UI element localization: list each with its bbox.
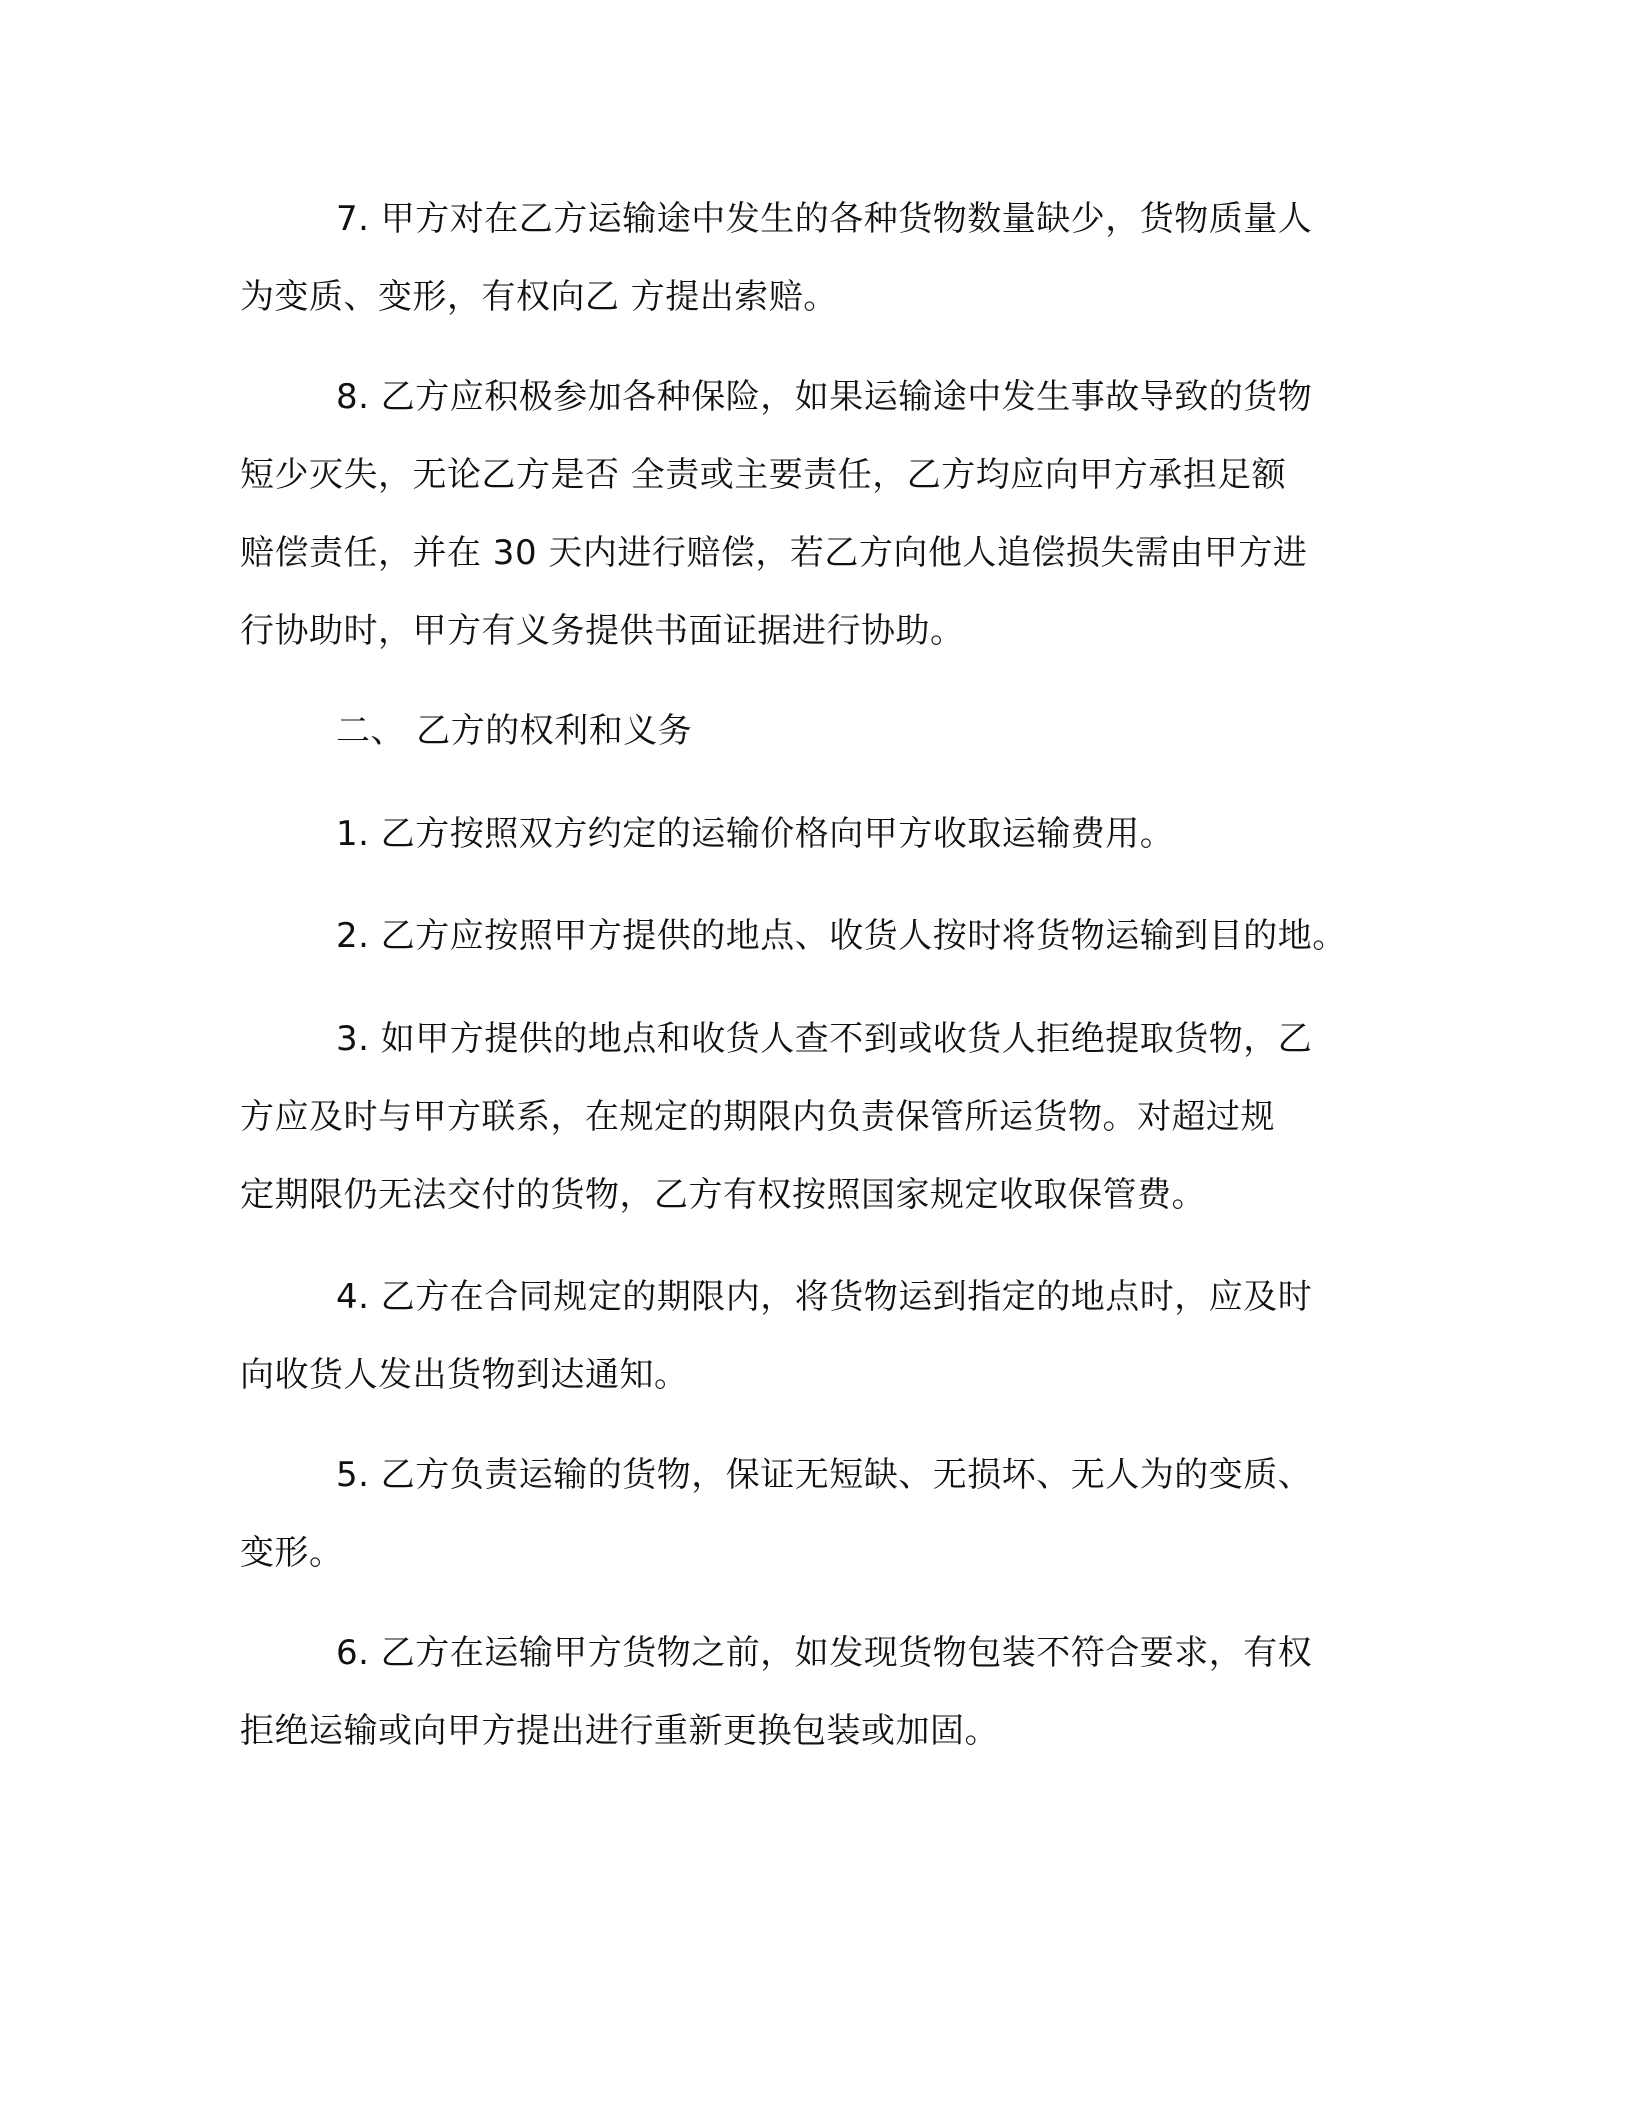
paragraph-line: 定期限仍无法交付的货物，乙方有权按照国家规定收取保管费。 (240, 1175, 1206, 1215)
paragraph-line: 短少灭失，无论乙方是否 全责或主要责任，乙方均应向甲方承担足额 (240, 455, 1287, 495)
paragraph-item-3 (240, 1000, 1390, 1234)
paragraph-line: 3. 如甲方提供的地点和收货人查不到或收货人拒绝提取货物，乙 (336, 1019, 1313, 1059)
paragraph-line: 7. 甲方对在乙方运输途中发生的各种货物数量缺少，货物质量人 (336, 199, 1313, 239)
paragraph-line: 8. 乙方应积极参加各种保险，如果运输途中发生事故导致的货物 (336, 377, 1313, 417)
section-heading-text: 二、 乙方的权利和义务 (336, 711, 693, 751)
paragraph-item-5 (240, 1436, 1390, 1592)
paragraph-line: 变形。 (240, 1533, 344, 1573)
paragraph-line: 方应及时与甲方联系，在规定的期限内负责保管所运货物。对超过规 (240, 1097, 1275, 1137)
paragraph-line: 拒绝运输或向甲方提出进行重新更换包装或加固。 (240, 1711, 999, 1751)
paragraph-item-1 (240, 795, 1390, 873)
paragraph-line: 行协助时，甲方有义务提供书面证据进行协助。 (240, 611, 965, 651)
paragraph-line: 6. 乙方在运输甲方货物之前，如发现货物包装不符合要求，有权 (336, 1633, 1313, 1673)
paragraph-line: 为变质、变形，有权向乙 方提出索赔。 (240, 277, 838, 317)
paragraph-line: 5. 乙方负责运输的货物，保证无短缺、无损坏、无人为的变质、 (336, 1455, 1313, 1495)
paragraph-item-4 (240, 1258, 1390, 1414)
paragraph-line: 2. 乙方应按照甲方提供的地点、收货人按时将货物运输到目的地。 (336, 916, 1347, 956)
paragraph-item-7 (240, 180, 1390, 336)
section-heading (240, 692, 1390, 770)
paragraph-line: 4. 乙方在合同规定的期限内，将货物运到指定的地点时，应及时 (336, 1277, 1313, 1317)
paragraph-item-2 (240, 897, 1390, 975)
paragraph-line: 1. 乙方按照双方约定的运输价格向甲方收取运输费用。 (336, 814, 1175, 854)
paragraph-item-8 (240, 358, 1390, 670)
paragraph-line: 赔偿责任，并在 30 天内进行赔偿，若乙方向他人追偿损失需由甲方进 (240, 533, 1308, 573)
paragraph-line: 向收货人发出货物到达通知。 (240, 1355, 689, 1395)
paragraph-item-6 (240, 1614, 1390, 1770)
